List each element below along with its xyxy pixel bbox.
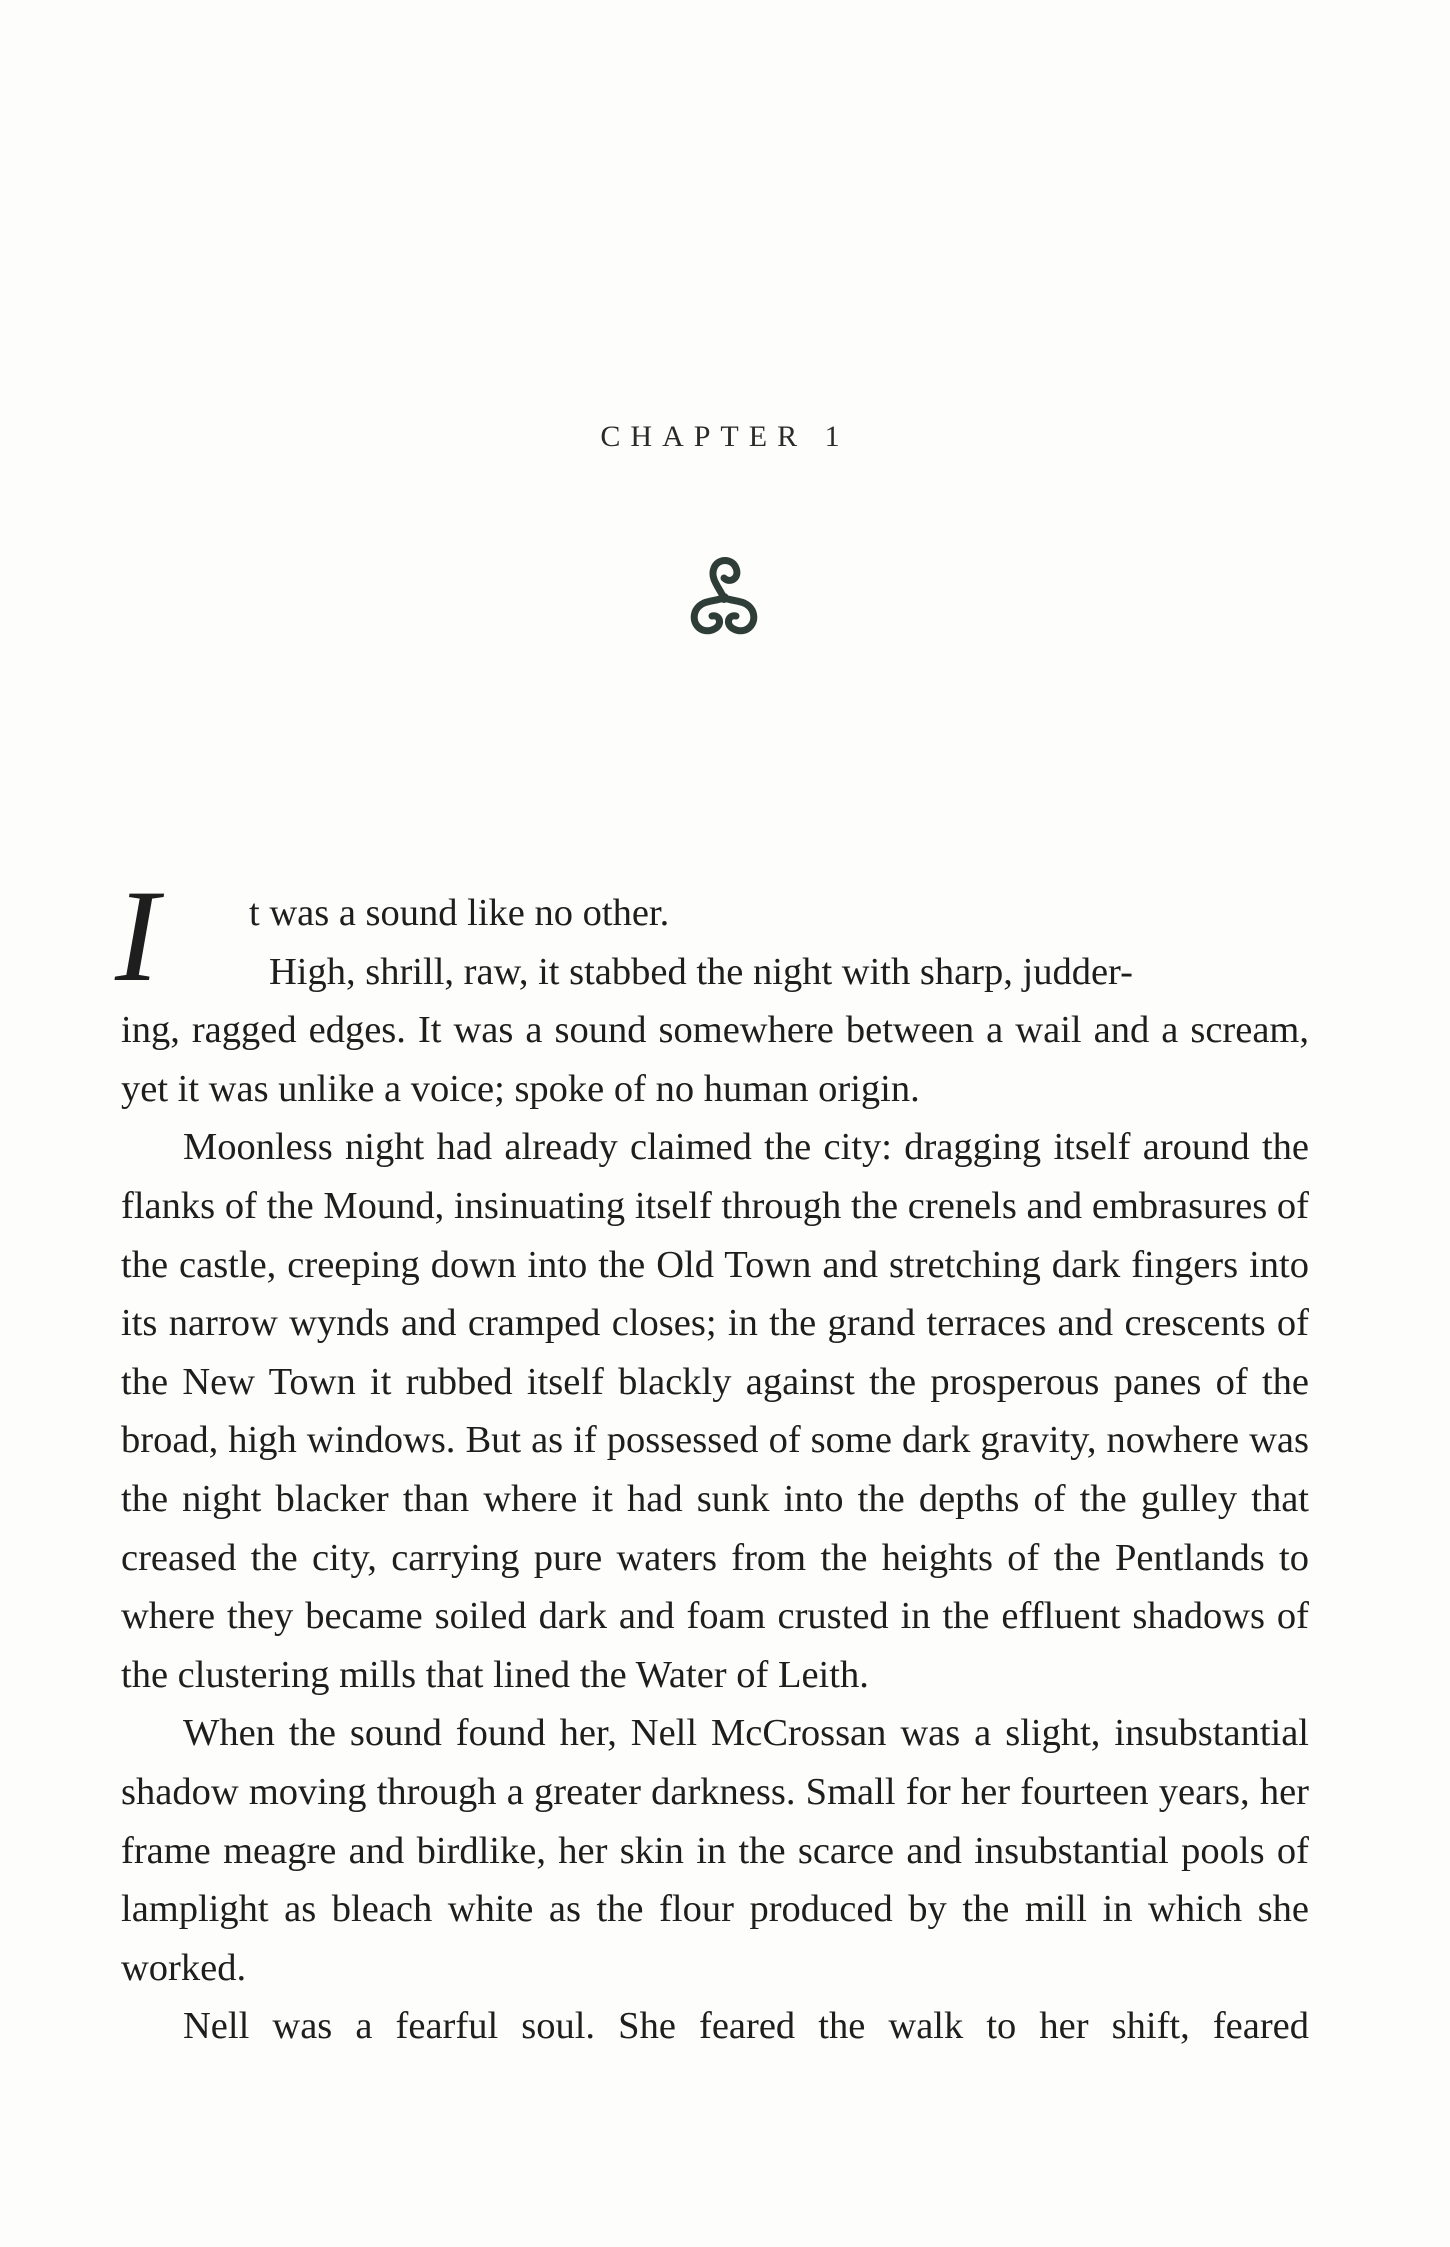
paragraph-5: Nell was a fearful soul. She feared the walk to her shift, feared	[183, 2005, 1309, 2048]
chapter-heading: CHAPTER 1	[600, 420, 850, 453]
paragraph-2	[121, 943, 1309, 1119]
body-text	[115, 862, 1309, 2056]
paragraph-2-first-line: High, shrill, raw, it stabbed the night with sharp, judder-	[269, 950, 1133, 993]
paragraph-2-rest: ing, ragged edges. It was a sound somewhere between a wail and a scream, yet it was unlike a voice; spoke of no human origin.	[121, 1009, 1309, 1110]
drop-cap: I	[115, 862, 159, 1009]
triskelion-icon	[672, 548, 776, 646]
paragraph-3: Moonless night had already claimed the city: dragging itself around the flanks of the Mound, insinuating itself through the crenels and embrasures of the castle, creeping down into the Old Town and stretching dark fingers into its narrow wynds and cramped closes; in the grand terraces and crescents of the New Town it rubbed itself blackly against the prosperous panes of the broad, high windows. But as if possessed of some dark gravity, nowhere was the night blacker than where it had sunk into the depths of the gulley that creased the city, carrying pure waters from the heights of the Pentlands to where they became soiled dark and foam crusted in the effluent shadows of the clustering mills that lined the Water of Leith.	[121, 1126, 1309, 1696]
opening-first-line: t was a sound like no other.	[249, 892, 670, 934]
paragraph-4: When the sound found her, Nell McCrossan was a slight, insubstantial shadow moving through a greater darkness. Small for her fourteen years, her frame meagre and birdlike, her skin in the scarce and insubstantial pools of lamplight as bleach white as the flour produced by the mill in which she worked.	[121, 1712, 1309, 1989]
